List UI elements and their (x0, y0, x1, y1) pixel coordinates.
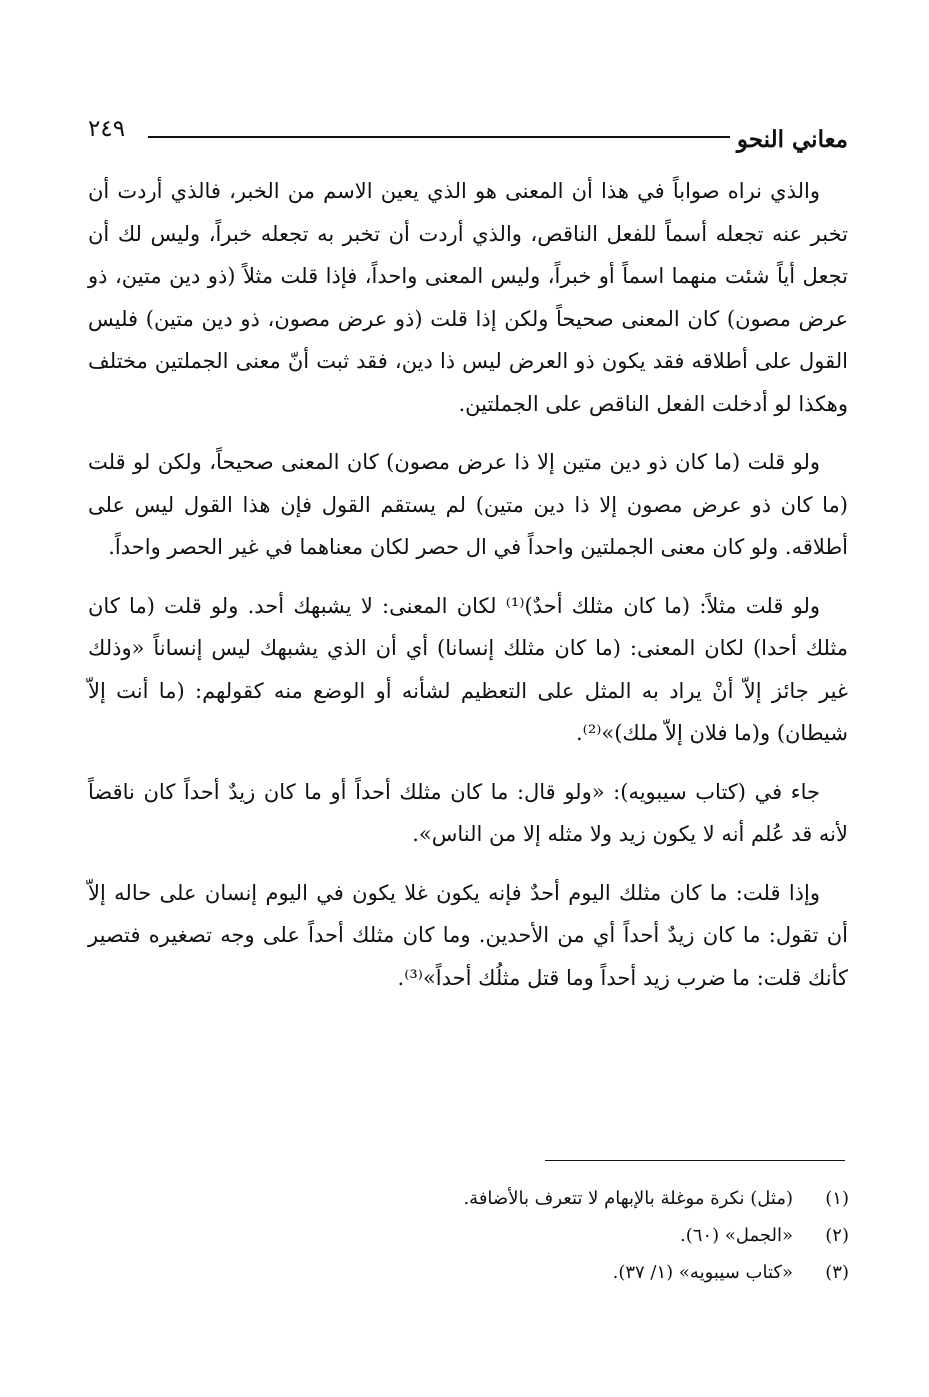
footnote (89, 1254, 849, 1291)
page-number: ٢٤٩ (88, 116, 126, 142)
footnote (89, 1180, 849, 1217)
footnote-text: «الجمل» (٦٠). (679, 1225, 793, 1246)
footnotes (89, 1180, 849, 1291)
paragraph: ولو قلت (ما كان ذو دين متين إلا ذا عرض مصون) كان المعنى صحيحاً، ولكن لو قلت (ما كان ذو عرض مصون إلا ذا دين متين) لم يستقم القول فإن هذا القول ليس على أطلاقه. ولو كان معنى الجملتين واحداً في ال حصر لكان معناهما في غير الحصر واحداً. (88, 450, 848, 559)
paragraph: جاء في (كتاب سيبويه): «ولو قال: ما كان مثلك أحداً أو ما كان زيدٌ أحداً كان ناقضاً لأنه قد عُلم أنه لا يكون زيد ولا مثله إلا من الناس». (88, 779, 848, 846)
footnote-text: (مثل) نكرة موغلة بالإبهام لا تتعرف بالأضافة. (463, 1188, 793, 1209)
paragraph: وإذا قلت: ما كان مثلك اليوم أحدٌ فإنه يكون غلا يكون في اليوم إنسان على حاله إلاّ أن تقول: ما كان زيدٌ أحداً أي من الأحدين. وما كان مثلك أحداً على وجه تصغيره فتصير كأنك قلت: ما ضرب زيد أحداً وما قتل مثلُك أحداً»⁽³⁾. (88, 880, 848, 990)
footnote-separator (545, 1160, 845, 1161)
footnote-text: «كتاب سيبويه» (١/ ٣٧). (612, 1262, 793, 1283)
footnote-number: (٢) (825, 1225, 849, 1246)
running-title: معاني النحو (736, 126, 848, 153)
footnote-number: (٣) (825, 1262, 849, 1283)
body-text (88, 170, 848, 1015)
footnote (89, 1217, 849, 1254)
paragraph: ولو قلت مثلاً: (ما كان مثلك أحدٌ)⁽¹⁾ لكان المعنى: لا يشبهك أحد. ولو قلت (ما كان مثلك أحدا) لكان المعنى: (ما كان مثلك إنسانا) أي أن الذي يشبهك ليس إنساناً «وذلك غير جائز إلاّ أنْ يراد به المثل على التعظيم لشأنه أو الوضع منه كقولهم: (ما أنت إلاّ شيطان) و(ما فلان إلاّ ملك)»⁽²⁾. (88, 593, 848, 745)
header-rule (148, 136, 730, 138)
footnote-number: (١) (825, 1188, 849, 1209)
page-header (88, 112, 848, 162)
paragraph: والذي نراه صواباً في هذا أن المعنى هو الذي يعين الاسم من الخبر، فالذي أردت أن تخبر عنه تجعله أسماً للفعل الناقص، والذي أردت أن تخبر به تجعله خبراً، وليس لك أن تجعل أياً شئت منهما اسماً أو خبراً، وليس المعنى واحداً، فإذا قلت مثلاً (ذو دين متين، ذو عرض مصون) كان المعنى صحيحاً ولكن إذا قلت (ذو عرض مصون، ذو دين متين) فليس القول على أطلاقه فقد يكون ذو العرض ليس ذا دين، فقد ثبت أنّ معنى الجملتين مختلف وهكذا لو أدخلت الفعل الناقص على الجملتين. (88, 179, 848, 416)
